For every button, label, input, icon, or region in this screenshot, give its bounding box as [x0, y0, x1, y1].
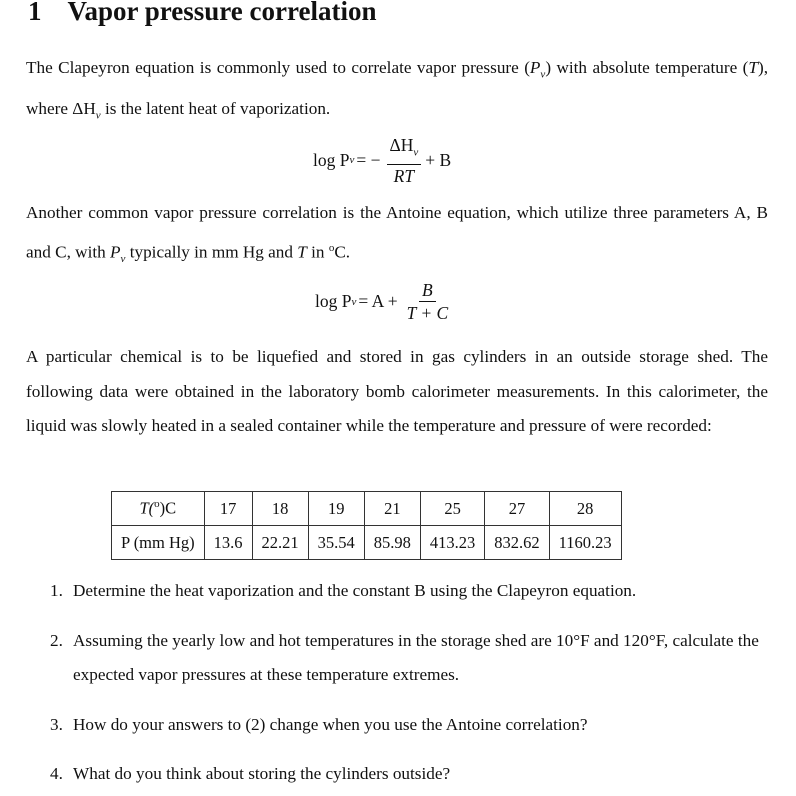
table-cell: 25 [420, 492, 484, 526]
question-item: 2. Assuming the yearly low and hot temperatures in the storage shed are 10°F and 120°F, calculate the expected vapor pressures at these temperature extremes. [50, 630, 759, 684]
para1-text-3: ), where [26, 58, 768, 118]
para2-text-3: in [306, 242, 329, 262]
eq1-sub: v [349, 154, 355, 167]
table-cell: 1160.23 [549, 526, 621, 560]
symbol-v: v [95, 109, 101, 122]
symbol-v: v [120, 252, 126, 265]
paragraph-experiment [26, 340, 768, 444]
eq1-denominator: RT [393, 165, 415, 186]
eq1-eqsign: = − [356, 149, 381, 170]
section-heading [28, 0, 377, 27]
eq2-sub: v [351, 295, 357, 308]
table-cell: 28 [549, 492, 621, 526]
section-title: Vapor pressure correlation [67, 0, 377, 26]
eq1-tail: + B [425, 149, 452, 170]
question-item: 3. How do your answers to (2) change when you use the Antoine correlation? [50, 714, 588, 734]
eq1-numerator: $\Delta H_v$ [387, 135, 422, 165]
table-cell: 19 [308, 492, 364, 526]
antoine-equation [315, 280, 455, 323]
data-table [111, 491, 622, 560]
para1-text-1: The Clapeyron equation is commonly used to correlate vapor pressure ( [26, 58, 530, 77]
paragraph-antoine-intro [26, 196, 768, 276]
question-item: 1. Determine the heat vaporization and the constant B using the Clapeyron equation. [50, 581, 637, 600]
table-header-temperature: T($^o$)C [112, 492, 205, 526]
table-cell: 17 [204, 492, 252, 526]
table-row-temperature [112, 492, 622, 526]
eq2-mid: = A + [358, 291, 398, 311]
symbol-T: T [748, 58, 758, 77]
eq2-lhs: log P [315, 291, 352, 311]
paragraph-clapeyron-intro [26, 51, 768, 133]
table-cell: 413.23 [420, 526, 484, 560]
eq1-fraction [387, 135, 422, 186]
para3-text: A particular chemical is to be liquefied and stored in gas cylinders in an outside storage shed. The following data were obtained in the laboratory bomb calorimeter measurements. In this calorimeter, the liquid was slowly heated in a sealed container while the temperature and pressure of were recorded: [26, 347, 768, 435]
table-cell: 22.21 [252, 526, 308, 560]
section-number: 1 [28, 0, 42, 26]
eq2-fraction [404, 280, 452, 323]
question-item: 4. What do you think about storing the cylinders outside? [50, 764, 451, 783]
eq2-numerator: B [419, 280, 436, 302]
para1-text-2: ) with absolute temperature ( [545, 58, 749, 77]
symbol-P: P [529, 58, 541, 77]
clapeyron-equation [313, 135, 451, 186]
table-row-pressure [112, 526, 622, 560]
eq2-denominator: T + C [406, 303, 449, 323]
para2-text-4: C. [334, 242, 351, 262]
table-cell: 832.62 [485, 526, 549, 560]
para2-text-1: Another common vapor pressure correlation is the Antoine equation, which utilize three parameters A, B and C, with [26, 203, 768, 262]
table-cell: 13.6 [204, 526, 252, 560]
table-header-pressure: P (mm Hg) [112, 526, 205, 560]
symbol-v: v [540, 68, 546, 81]
table-cell: 35.54 [308, 526, 364, 560]
symbol-P: P [110, 242, 121, 262]
eq1-lhs: log P [313, 149, 350, 170]
symbol-T: T [297, 242, 307, 262]
table-cell: 18 [252, 492, 308, 526]
table-cell: 27 [485, 492, 549, 526]
degree-symbol: o [328, 241, 335, 254]
table-cell: 21 [364, 492, 420, 526]
para2-text-2: typically in mm Hg and [125, 242, 298, 262]
question-list [26, 574, 771, 792]
para1-text-4: is the latent heat of vaporization. [100, 98, 331, 118]
symbol-delta-H: ΔH [72, 98, 96, 118]
table-cell: 85.98 [364, 526, 420, 560]
